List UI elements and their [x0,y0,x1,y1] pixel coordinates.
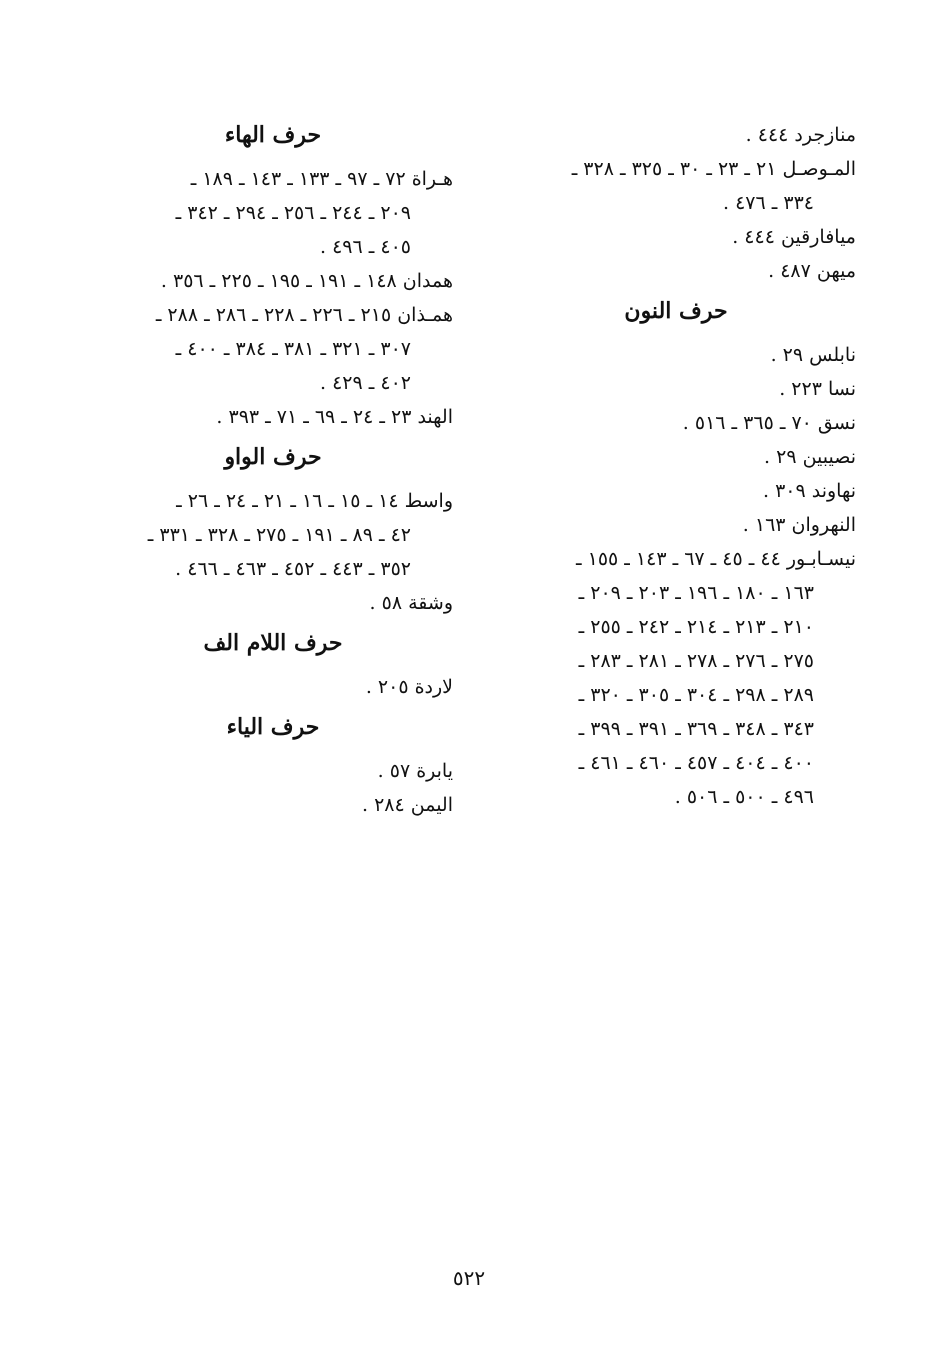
section-heading-waw: حرف الواو [224,444,322,470]
section-heading-yaa: حرف الياء [226,714,320,740]
index-entry: همدان ١٤٨ ـ ١٩١ ـ ١٩٥ ـ ٢٢٥ ـ ٣٥٦ . [160,270,453,292]
index-entry: يابرة ٥٧ . [377,760,453,782]
section-heading-noon: حرف النون [624,298,728,324]
page-number: ٥٢٢ [452,1266,486,1290]
index-entry-continuation: ٢٨٩ ـ ٢٩٨ ـ ٣٠٤ ـ ٣٠٥ ـ ٣٢٠ ـ [578,684,814,706]
index-entry: نهاوند ٣٠٩ . [762,480,856,502]
index-entry: نسا ٢٢٣ . [779,378,856,400]
index-entry-continuation: ٤٢ ـ ٨٩ ـ ١٩١ ـ ٢٧٥ ـ ٣٢٨ ـ ٣٣١ ـ [147,524,411,546]
index-entry: النهروان ١٦٣ . [742,514,856,536]
index-entry: اليمن ٢٨٤ . [361,794,453,816]
right-column [496,118,856,814]
index-entry: وشقة ٥٨ . [369,592,453,614]
index-entry-continuation: ٤٩٦ ـ ٥٠٠ ـ ٥٠٦ . [674,786,814,808]
index-entry-continuation: ٤٠٢ ـ ٤٢٩ . [320,372,411,394]
index-entry: نابلس ٢٩ . [770,344,856,366]
section-heading-haa: حرف الهاء [224,122,322,148]
index-entry: الهند ٢٣ ـ ٢٤ ـ ٦٩ ـ ٧١ ـ ٣٩٣ . [216,406,453,428]
index-entry: ميافارقين ٤٤٤ . [732,226,856,248]
index-entry-continuation: ٣٥٢ ـ ٤٤٣ ـ ٤٥٢ ـ ٤٦٣ ـ ٤٦٦ . [175,558,411,580]
index-entry: نيسـابـور ٤٤ ـ ٤٥ ـ ٦٧ ـ ١٤٣ ـ ١٥٥ ـ [576,548,856,570]
index-entry: نسق ٧٠ ـ ٣٦٥ ـ ٥١٦ . [682,412,856,434]
index-entry-continuation: ١٦٣ ـ ١٨٠ ـ ١٩٦ ـ ٢٠٣ ـ ٢٠٩ ـ [578,582,814,604]
index-entry-continuation: ٤٠٠ ـ ٤٠٤ ـ ٤٥٧ ـ ٤٦٠ ـ ٤٦١ ـ [578,752,814,774]
index-entry-continuation: ٣٣٤ ـ ٤٧٦ . [723,192,814,214]
index-entry: لاردة ٢٠٥ . [365,676,453,698]
index-entry: ميهن ٤٨٧ . [768,260,856,282]
left-column [93,118,453,822]
index-entry: المـوصـل ٢١ ـ ٢٣ ـ ٣٠ ـ ٣٢٥ ـ ٣٢٨ ـ [571,158,856,180]
index-entry: همـذان ٢١٥ ـ ٢٢٦ ـ ٢٢٨ ـ ٢٨٦ ـ ٢٨٨ ـ [155,304,453,326]
index-entry-continuation: ٢٧٥ ـ ٢٧٦ ـ ٢٧٨ ـ ٢٨١ ـ ٢٨٣ ـ [578,650,814,672]
index-entry-continuation: ٤٠٥ ـ ٤٩٦ . [320,236,411,258]
index-entry-continuation: ٢٠٩ ـ ٢٤٤ ـ ٢٥٦ ـ ٢٩٤ ـ ٣٤٢ ـ [175,202,411,224]
index-entry-continuation: ٣٤٣ ـ ٣٤٨ ـ ٣٦٩ ـ ٣٩١ ـ ٣٩٩ ـ [578,718,814,740]
index-entry-continuation: ٣٠٧ ـ ٣٢١ ـ ٣٨١ ـ ٣٨٤ ـ ٤٠٠ ـ [175,338,411,360]
index-entry: منازجرد ٤٤٤ . [745,124,856,146]
section-heading-lamalif: حرف اللام الف [203,630,343,656]
index-entry: واسط ١٤ ـ ١٥ ـ ١٦ ـ ٢١ ـ ٢٤ ـ ٢٦ ـ [176,490,453,512]
index-entry: نصيبين ٢٩ . [764,446,856,468]
index-entry: هـراة ٧٢ ـ ٩٧ ـ ١٣٣ ـ ١٤٣ ـ ١٨٩ ـ [190,168,453,190]
index-entry-continuation: ٢١٠ ـ ٢١٣ ـ ٢١٤ ـ ٢٤٢ ـ ٢٥٥ ـ [578,616,814,638]
